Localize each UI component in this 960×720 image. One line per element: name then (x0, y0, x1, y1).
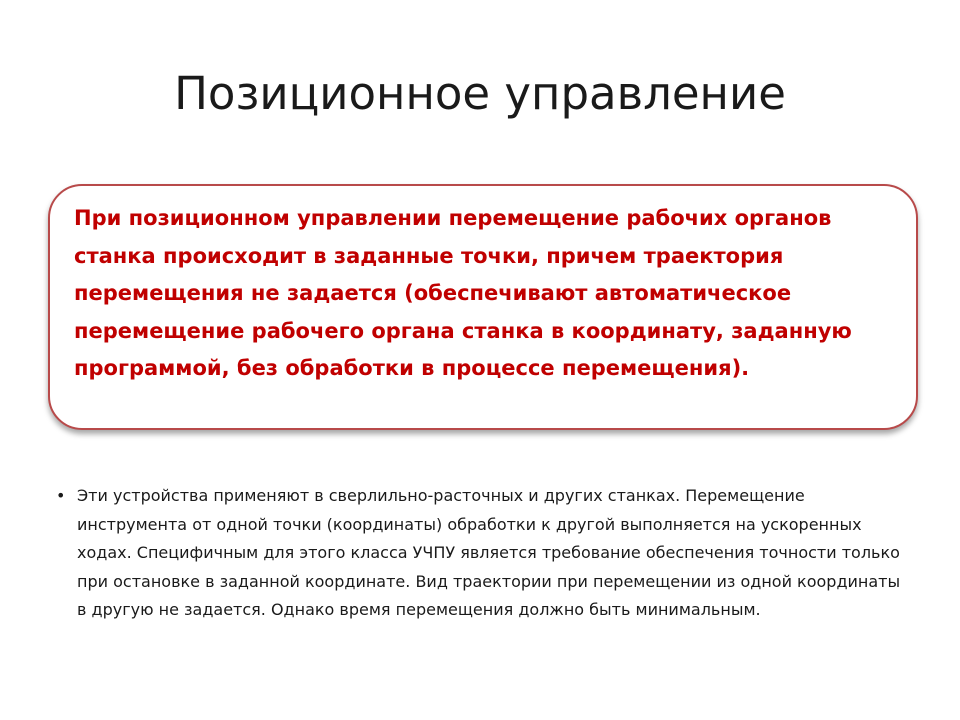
definition-text: При позиционном управлении перемещение рабочих органов станка происходит в заданные точки, причем траектория перемещения не задается (обеспечивают автоматическое перемещение рабочего органа станка в координату, заданную программой, без обработки в процессе перемещения). (74, 206, 852, 380)
bullet-list (56, 482, 906, 625)
bullet-text: Эти устройства применяют в сверлильно-расточных и других станках. Перемещение инструмента от одной точки (координаты) обработки к другой выполняется на ускоренных ходах. Специфичным для этого класса УЧПУ является требование обеспечения точности только при остановке в заданной координате. Вид траектории при перемещении из одной координаты в другую не задается. Однако время перемещения должно быть минимальным. (77, 486, 901, 620)
definition-callout-box (48, 184, 918, 430)
bullet-marker: • (56, 486, 66, 505)
bullet-item (56, 482, 906, 625)
slide-title: Позиционное управление (174, 67, 786, 120)
